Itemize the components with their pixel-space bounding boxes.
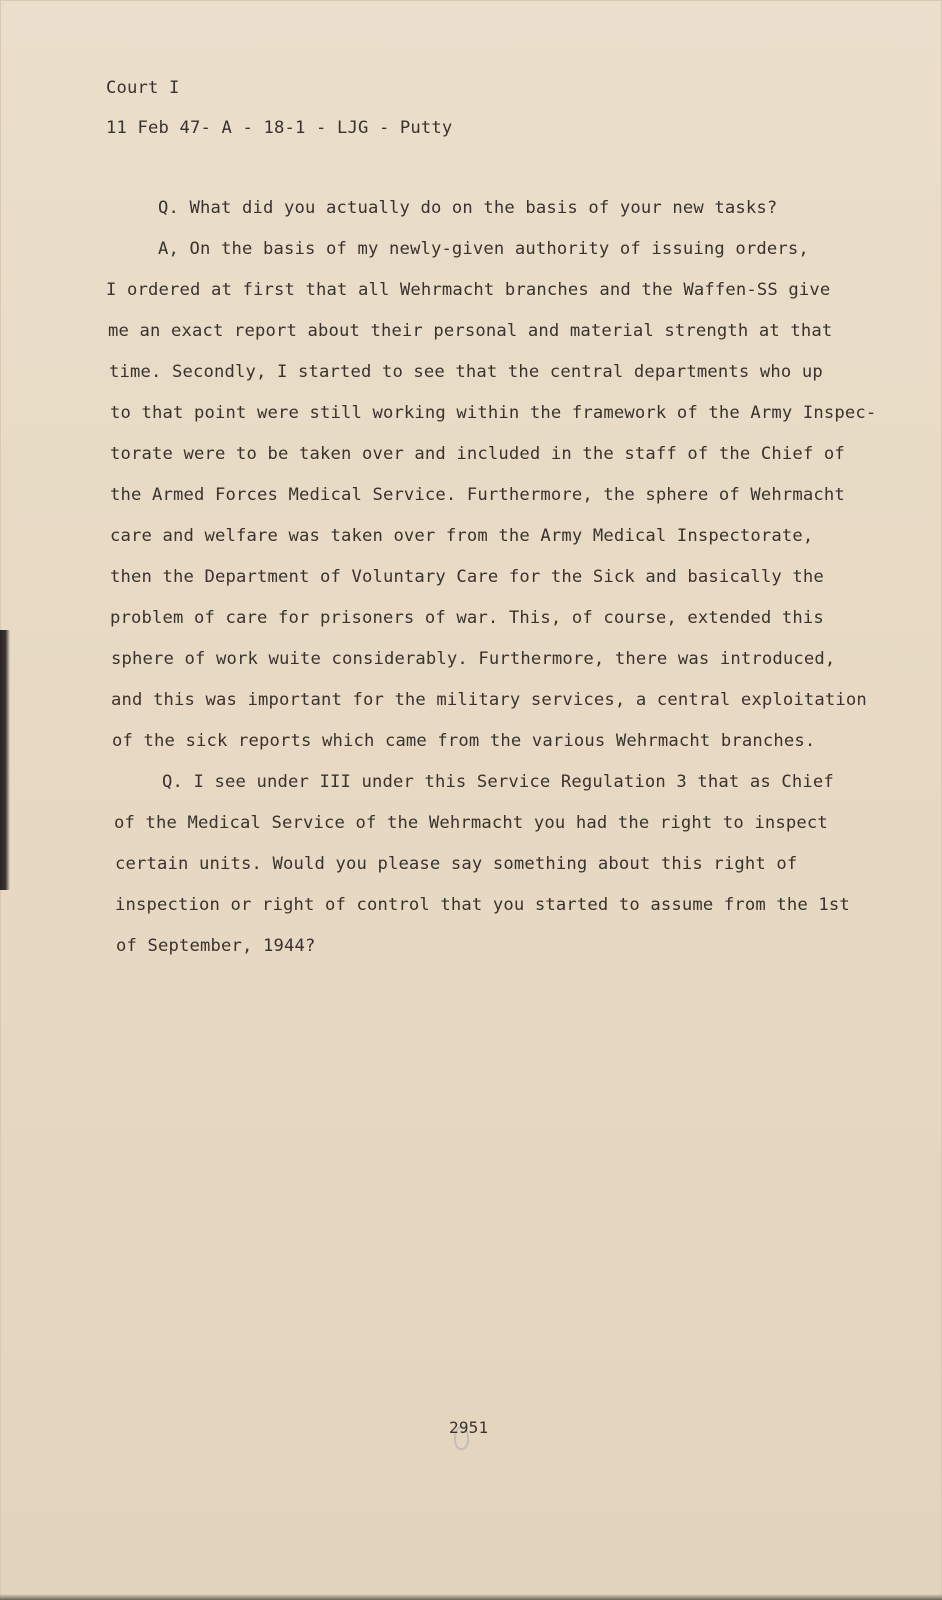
transcript-line: to that point were still working within the framework of the Army Inspec- (110, 403, 877, 423)
transcript-line: torate were to be taken over and included in the staff of the Chief of (110, 444, 845, 464)
transcript-line: the Armed Forces Medical Service. Furthermore, the sphere of Wehrmacht (110, 485, 845, 505)
transcript-line: I ordered at first that all Wehrmacht branches and the Waffen-SS give (106, 280, 831, 300)
transcript-line: A, On the basis of my newly-given authority of issuing orders, (158, 239, 809, 259)
session-reference: 11 Feb 47- A - 18-1 - LJG - Putty (106, 118, 453, 138)
transcript-line: care and welfare was taken over from the Army Medical Inspectorate, (110, 526, 814, 546)
transcript-line: sphere of work wuite considerably. Furthermore, there was introduced, (111, 649, 836, 669)
transcript-line: inspection or right of control that you started to assume from the 1st (115, 895, 850, 915)
page-number: 2951 (449, 1418, 489, 1437)
transcript-line: then the Department of Voluntary Care for the Sick and basically the (110, 567, 824, 587)
transcript-line: problem of care for prisoners of war. This, of course, extended this (110, 608, 824, 628)
transcript-line: Q. What did you actually do on the basis of your new tasks? (158, 198, 778, 218)
transcript-line: Q. I see under III under this Service Regulation 3 that as Chief (162, 772, 834, 792)
transcript-line: and this was important for the military services, a central exploitation (111, 690, 867, 710)
transcript-line: time. Secondly, I started to see that the central departments who up (109, 362, 823, 382)
court-label: Court I (106, 78, 180, 98)
transcript-line: of the sick reports which came from the various Wehrmacht branches. (112, 731, 816, 751)
transcript-line: of September, 1944? (116, 936, 316, 956)
transcript-line: of the Medical Service of the Wehrmacht you had the right to inspect (114, 813, 828, 833)
transcript-line: me an exact report about their personal and material strength at that (108, 321, 833, 341)
transcript-line: certain units. Would you please say something about this right of (115, 854, 798, 874)
